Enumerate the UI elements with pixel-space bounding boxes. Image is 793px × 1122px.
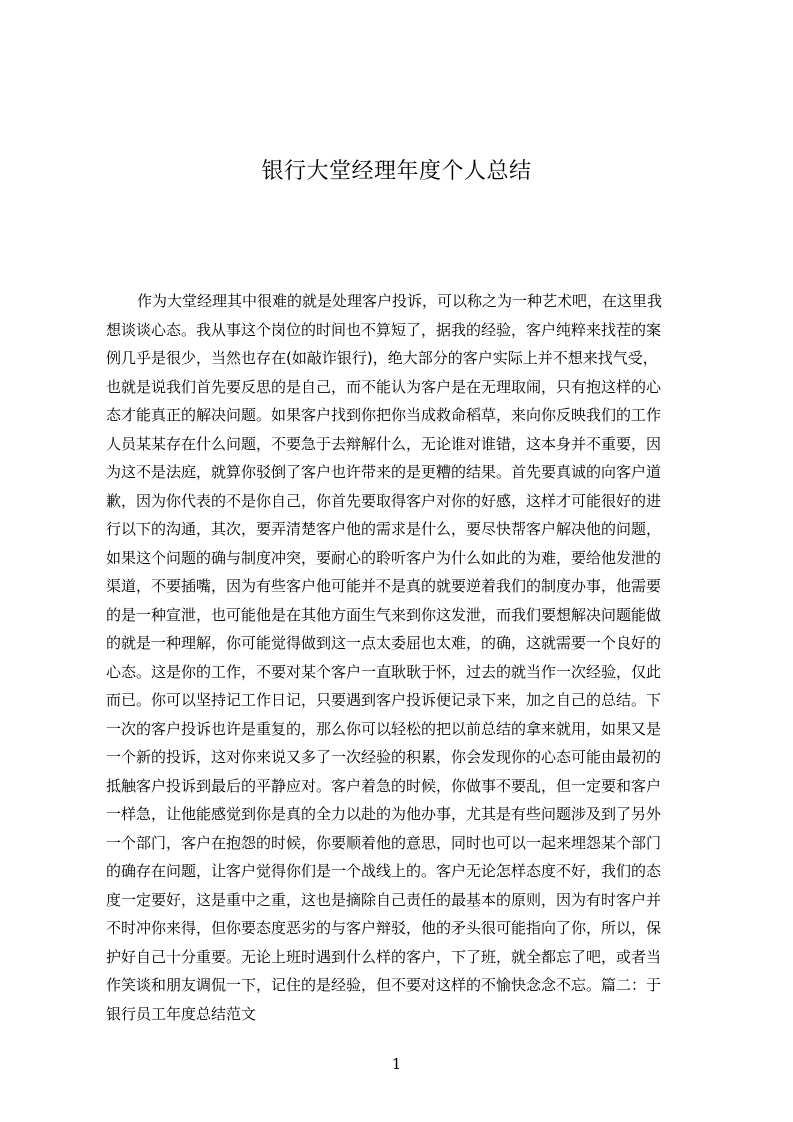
body-paragraph (106, 287, 700, 1028)
paragraph-line: 一样急，让他能感觉到你是真的全力以赴的为他办事，尤其是有些问题涉及到了另外 (106, 805, 662, 823)
paragraph-line: 人员某某存在什么问题，不要急于去辩解什么，无论谁对谁错，这本身并不重要，因 (106, 434, 662, 453)
paragraph-line: 的就是一种理解，你可能觉得做到这一点太委屈也太难，的确，这就需要一个良好的 (106, 634, 662, 652)
paragraph-line: 心态。这是你的工作，不要对某个客户一直耿耿于怀，过去的就当作一次经验，仅此 (106, 662, 662, 681)
paragraph-line: 态才能真正的解决问题。如果客户找到你把你当成救命稻草，来向你反映我们的工作 (106, 406, 662, 424)
paragraph-line: 的是一种宣泄，也可能他是在其他方面生气来到你这发泄，而我们要想解决问题能做 (106, 605, 662, 624)
paragraph-line: 的确存在问题，让客户觉得你们是一个战线上的。客户无论怎样态度不好，我们的态 (106, 862, 662, 880)
paragraph-line: 行以下的沟通，其次，要弄清楚客户他的需求是什么，要尽快帮客户解决他的问题， (106, 520, 662, 538)
paragraph-line: 作为大堂经理其中很难的就是处理客户投诉，可以称之为一种艺术吧，在这里我 (137, 292, 663, 310)
paragraph-line: 一个新的投诉，这对你来说又多了一次经验的积累，你会发现你的心态可能由最初的 (106, 748, 662, 766)
paragraph-line: 抵触客户投诉到最后的平静应对。客户着急的时候，你做事不要乱，但一定要和客户 (106, 776, 662, 795)
paragraph-line: 想谈谈心态。我从事这个岗位的时间也不算短了，据我的经验，客户纯粹来找茬的案 (106, 320, 662, 339)
paragraph-line: 护好自己十分重要。无论上班时遇到什么样的客户，下了班，就全都忘了吧，或者当 (106, 947, 662, 966)
paragraph-line: 也就是说我们首先要反思的是自己，而不能认为客户是在无理取闹，只有抱这样的心 (106, 377, 662, 396)
paragraph-line: 一个部门，客户在抱怨的时候，你要顺着他的意思，同时也可以一起来埋怨某个部门 (106, 833, 662, 852)
paragraph-line: 一次的客户投诉也许是重复的，那么你可以轻松的把以前总结的拿来就用，如果又是 (106, 719, 662, 738)
paragraph-line: 渠道，不要插嘴，因为有些客户他可能并不是真的就要逆着我们的制度办事，他需要 (106, 577, 662, 595)
page-number: 1 (391, 1055, 402, 1073)
paragraph-line: 作笑谈和朋友调侃一下，记住的是经验，但不要对这样的不愉快念念不忘。篇二：于 (106, 976, 662, 994)
paragraph-line: 不时冲你来得，但你要态度恶劣的与客户辩驳，他的矛头很可能指向了你，所以，保 (106, 919, 662, 937)
document-title: 银行大堂经理年度个人总结 (261, 158, 532, 184)
paragraph-line: 如果这个问题的确与制度冲突，要耐心的聆听客户为什么如此的为难，要给他发泄的 (106, 548, 662, 567)
paragraph-line: 歉，因为你代表的不是你自己，你首先要取得客户对你的好感，这样才可能很好的进 (106, 491, 662, 510)
paragraph-line: 例几乎是很少，当然也存在(如敲诈银行)，绝大部分的客户实际上并不想来找气受， (106, 349, 658, 367)
paragraph-line: 而已。你可以坚持记工作日记，只要遇到客户投诉便记录下来，加之自己的总结。下 (106, 691, 662, 709)
paragraph-line: 银行员工年度总结范文 (106, 1004, 257, 1023)
paragraph-line: 度一定要好，这是重中之重，这也是摘除自己责任的最基本的原则，因为有时客户并 (106, 890, 662, 909)
paragraph-line: 为这不是法庭，就算你驳倒了客户也许带来的是更糟的结果。首先要真诚的向客户道 (106, 463, 662, 481)
